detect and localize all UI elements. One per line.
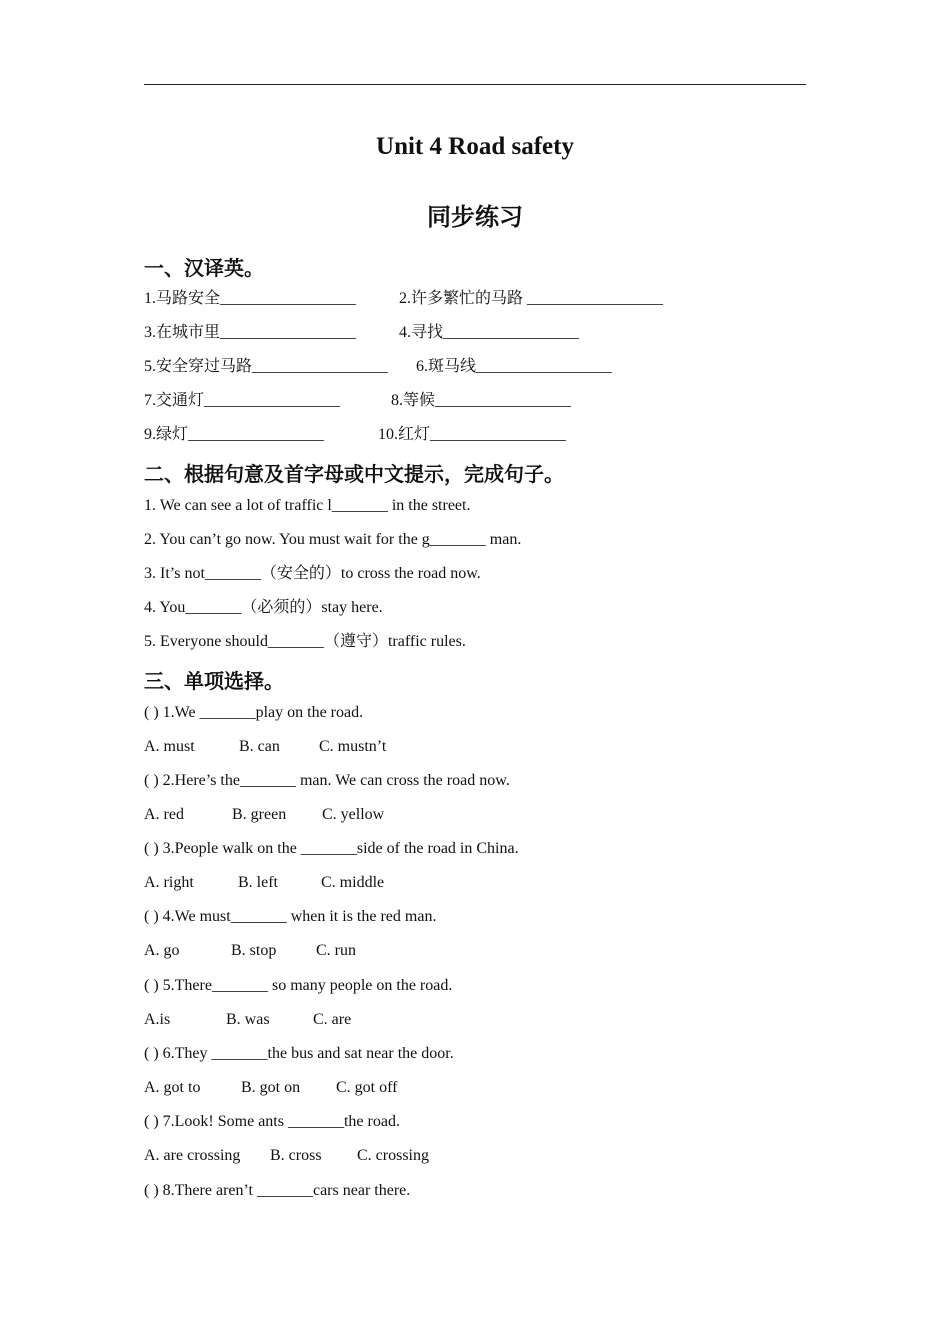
- s2-item-4: 4. You_______（必须的）stay here.: [144, 599, 383, 616]
- section1-heading: 一、汉译英。: [144, 258, 264, 280]
- s3-q7-option-b: B. cross: [270, 1147, 322, 1164]
- s3-question-8: ( ) 8.There aren’t _______cars near there.: [144, 1182, 411, 1199]
- s3-q1-option-c: C. mustn’t: [319, 738, 387, 755]
- s3-q5-option-b: B. was: [226, 1011, 270, 1028]
- section3-heading: 三、单项选择。: [144, 671, 284, 693]
- s3-question-2: ( ) 2.Here’s the_______ man. We can cross the road now.: [144, 772, 510, 789]
- s3-q7-option-c: C. crossing: [357, 1147, 429, 1164]
- s3-q3-option-a: A. right: [144, 874, 194, 891]
- s3-question-7: ( ) 7.Look! Some ants _______the road.: [144, 1113, 400, 1130]
- s1-item-4: 4.寻找_________________: [399, 324, 580, 341]
- s3-q6-option-a: A. got to: [144, 1079, 201, 1096]
- s3-question-6: ( ) 6.They _______the bus and sat near the door.: [144, 1045, 454, 1062]
- s2-item-1: 1. We can see a lot of traffic l_______ in the street.: [144, 497, 471, 514]
- s3-q3-option-c: C. middle: [321, 874, 385, 891]
- s2-item-2: 2. You can’t go now. You must wait for the g_______ man.: [144, 531, 522, 548]
- s3-q1-option-a: A. must: [144, 738, 195, 755]
- s2-item-3: 3. It’s not_______（安全的）to cross the road now.: [144, 565, 481, 582]
- s1-item-1: 1.马路安全_________________: [144, 290, 357, 307]
- s3-q1-option-b: B. can: [239, 738, 280, 755]
- s3-q2-option-c: C. yellow: [322, 806, 385, 823]
- s1-item-2: 2.许多繁忙的马路 _________________: [399, 290, 664, 307]
- s2-item-5: 5. Everyone should_______（遵守）traffic rules.: [144, 633, 466, 650]
- s3-q5-option-a: A.is: [144, 1011, 171, 1028]
- s3-q7-option-a: A. are crossing: [144, 1147, 241, 1164]
- s1-item-3: 3.在城市里_________________: [144, 324, 357, 341]
- page-title: Unit 4 Road safety: [376, 133, 574, 160]
- s3-question-5: ( ) 5.There_______ so many people on the road.: [144, 977, 453, 994]
- s1-item-6: 6.斑马线_________________: [416, 358, 613, 375]
- s3-q3-option-b: B. left: [238, 874, 278, 891]
- s3-q4-option-c: C. run: [316, 942, 356, 959]
- s1-item-10: 10.红灯_________________: [378, 426, 567, 443]
- s3-question-3: ( ) 3.People walk on the _______side of the road in China.: [144, 840, 519, 857]
- s3-q6-option-c: C. got off: [336, 1079, 398, 1096]
- s3-q6-option-b: B. got on: [241, 1079, 301, 1096]
- s1-item-7: 7.交通灯_________________: [144, 392, 341, 409]
- s3-q2-option-a: A. red: [144, 806, 184, 823]
- s3-question-1: ( ) 1.We _______play on the road.: [144, 704, 364, 721]
- section2-heading: 二、根据句意及首字母或中文提示，完成句子。: [144, 464, 564, 486]
- header-rule: [144, 84, 806, 85]
- page-subtitle: 同步练习: [427, 205, 523, 231]
- s3-question-4: ( ) 4.We must_______ when it is the red man.: [144, 908, 437, 925]
- s3-q2-option-b: B. green: [232, 806, 287, 823]
- s1-item-8: 8.等候_________________: [391, 392, 572, 409]
- s3-q5-option-c: C. are: [313, 1011, 352, 1028]
- s1-item-9: 9.绿灯_________________: [144, 426, 325, 443]
- s3-q4-option-a: A. go: [144, 942, 180, 959]
- s1-item-5: 5.安全穿过马路_________________: [144, 358, 389, 375]
- s3-q4-option-b: B. stop: [231, 942, 277, 959]
